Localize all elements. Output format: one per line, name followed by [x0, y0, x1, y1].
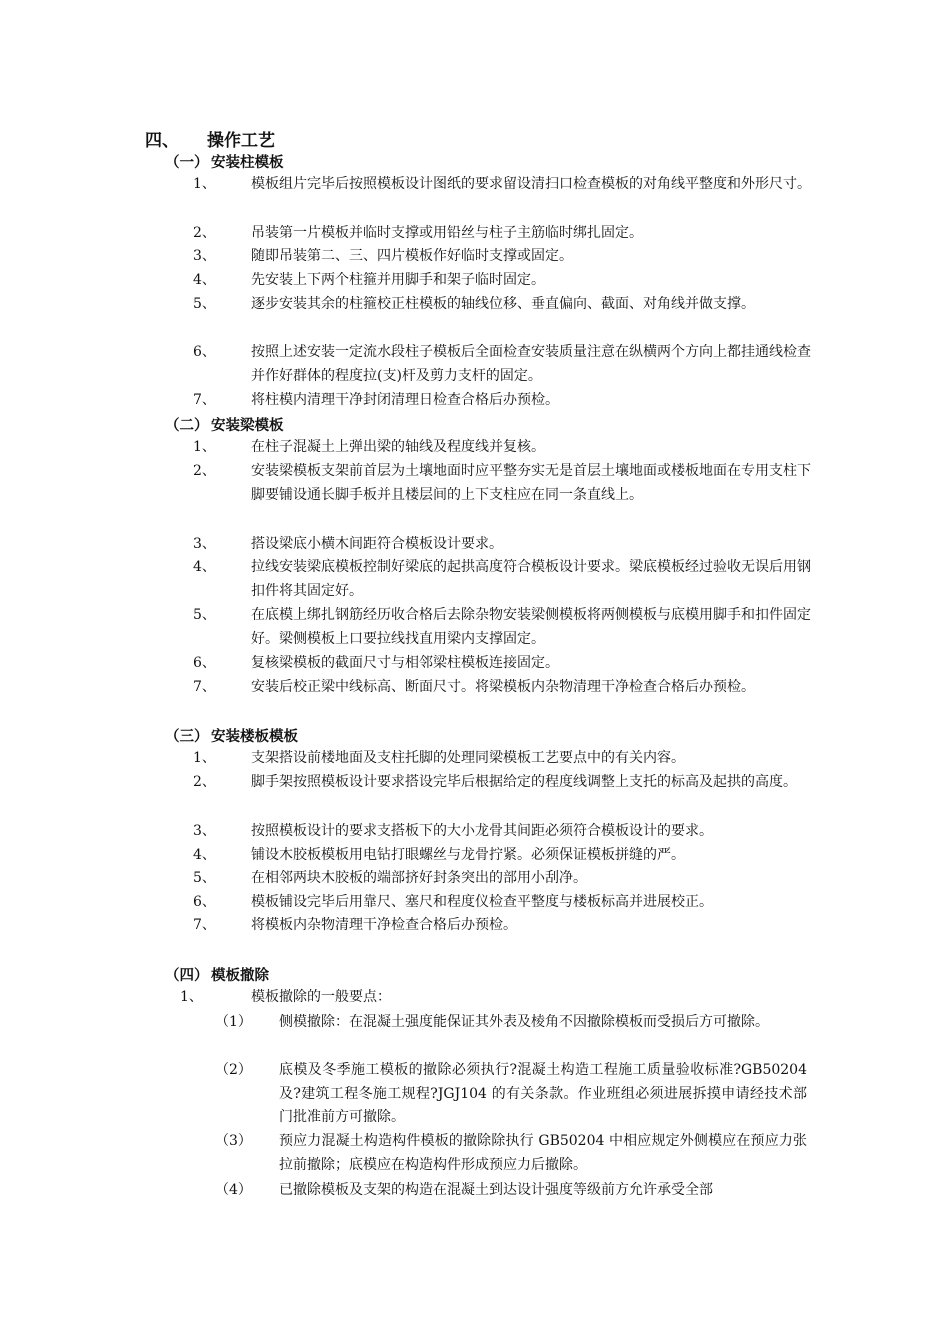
- item-number: 2、: [193, 225, 216, 241]
- section-heading: [145, 126, 275, 151]
- item-text: 在柱子混凝土上弹出梁的轴线及程度线并复核。: [251, 439, 545, 455]
- subsection-heading-removal: [165, 964, 269, 985]
- list-item: [180, 986, 800, 1010]
- item-text: 将模板内杂物清理干净检查合格后办预检。: [251, 917, 517, 933]
- list-item: [193, 389, 813, 413]
- subsection-heading-beam: [165, 414, 284, 435]
- item-number: 3、: [193, 248, 216, 264]
- sub-item: [215, 1059, 815, 1130]
- sub-item-text: 侧模撤除：在混凝土强度能保证其外表及棱角不因撤除模板而受损后方可撤除。: [279, 1014, 769, 1030]
- item-text: 在底模上绑扎钢筋经历收合格后去除杂物安装梁侧模板将两侧模板与底模用脚手和扣件固定好。梁侧模板上口要拉线找直用梁内支撑固定。: [251, 607, 811, 647]
- list-item: [193, 604, 813, 651]
- sub-item-number: （3）: [215, 1133, 252, 1149]
- list-item: [193, 533, 813, 557]
- item-text: 脚手架按照模板设计要求搭设完毕后根据给定的程度线调整上支托的标高及起拱的高度。: [251, 774, 797, 790]
- sub-item-text: 已撤除模板及支架的构造在混凝土到达设计强度等级前方允许承受全部: [279, 1182, 713, 1198]
- list-item: [193, 245, 813, 269]
- subsection-heading-slab: [165, 725, 298, 746]
- item-number: 6、: [193, 655, 216, 671]
- list-item: [193, 460, 813, 507]
- list-item: [193, 269, 813, 293]
- subsection-number: （四）: [165, 968, 209, 984]
- item-text: 安装梁模板支架前首层为土壤地面时应平整夯实无是首层土壤地面或楼板地面在专用支柱下脚要铺设通长脚手板并且楼层间的上下支柱应在同一条直线上。: [251, 463, 811, 503]
- item-text: 在相邻两块木胶板的端部挤好封条突出的部用小刮净。: [251, 870, 587, 886]
- item-number: 5、: [193, 296, 216, 312]
- item-number: 6、: [193, 344, 216, 360]
- sub-item-text: 底模及冬季施工模板的撤除必须执行?混凝土构造工程施工质量验收标准?GB50204 及?建筑工程冬施工规程?JGJ104 的有关条款。作业班组必须进展拆摸申请经技术部门批准前方可撤除。: [279, 1062, 807, 1125]
- list-item: [193, 341, 813, 388]
- item-number: 1、: [193, 750, 216, 766]
- subsection-title: 安装楼板模板: [211, 729, 298, 745]
- item-text: 将柱模内清理干净封闭清理日检查合格后办预检。: [251, 392, 559, 408]
- list-item: [193, 436, 813, 460]
- list-item: [193, 747, 813, 771]
- sub-item-number: （4）: [215, 1182, 252, 1198]
- item-number: 4、: [193, 559, 216, 575]
- subsection-title: 安装柱模板: [211, 155, 284, 171]
- item-text: 逐步安装其余的柱箍校正柱模板的轴线位移、垂直偏向、截面、对角线并做支撑。: [251, 296, 755, 312]
- item-number: 2、: [193, 463, 216, 479]
- item-number: 7、: [193, 679, 216, 695]
- item-number: 4、: [193, 847, 216, 863]
- item-text: 按照上述安装一定流水段柱子模板后全面检查安装质量注意在纵横两个方向上都挂通线检查并作好群体的程度拉(支)杆及剪力支杆的固定。: [251, 344, 811, 384]
- sub-item: [215, 1179, 815, 1203]
- item-number: 4、: [193, 272, 216, 288]
- item-text: 安装后校正梁中线标高、断面尺寸。将梁模板内杂物清理干净检查合格后办预检。: [251, 679, 755, 695]
- list-item: [193, 556, 813, 603]
- item-number: 3、: [193, 536, 216, 552]
- item-text: 模板撤除的一般要点：: [251, 989, 391, 1005]
- item-text: 拉线安装梁底模板控制好梁底的起拱高度符合模板设计要求。梁底模板经过验收无误后用钢扣件将其固定好。: [251, 559, 811, 599]
- item-number: 1、: [180, 989, 203, 1005]
- subsection-number: （一）: [165, 155, 209, 171]
- item-text: 先安装上下两个柱箍并用脚手和架子临时固定。: [251, 272, 545, 288]
- item-number: 1、: [193, 439, 216, 455]
- list-item: [193, 771, 813, 795]
- sub-item: [215, 1130, 815, 1177]
- list-item: [193, 914, 813, 938]
- subsection-title: 模板撤除: [211, 968, 269, 984]
- item-number: 7、: [193, 917, 216, 933]
- sub-item-text: 预应力混凝土构造构件模板的撤除除执行 GB50204 中相应规定外侧模应在预应力张拉前撤除；底模应在构造构件形成预应力后撤除。: [279, 1133, 807, 1173]
- item-number: 5、: [193, 870, 216, 886]
- item-number: 2、: [193, 774, 216, 790]
- subsection-title: 安装梁模板: [211, 418, 284, 434]
- item-number: 1、: [193, 176, 216, 192]
- sub-item: [215, 1011, 815, 1035]
- list-item: [193, 891, 813, 915]
- section-number: 四、: [145, 131, 179, 151]
- subsection-number: （二）: [165, 418, 209, 434]
- list-item: [193, 844, 813, 868]
- list-item: [193, 676, 813, 700]
- section-title: 操作工艺: [207, 131, 275, 151]
- item-text: 按照模板设计的要求支搭板下的大小龙骨其间距必须符合模板设计的要求。: [251, 823, 713, 839]
- item-text: 支架搭设前楼地面及支柱托脚的处理同梁模板工艺要点中的有关内容。: [251, 750, 685, 766]
- item-number: 5、: [193, 607, 216, 623]
- list-item: [193, 867, 813, 891]
- subsection-number: （三）: [165, 729, 209, 745]
- item-text: 吊装第一片模板并临时支撑或用铅丝与柱子主筋临时绑扎固定。: [251, 225, 643, 241]
- list-item: [193, 820, 813, 844]
- list-item: [193, 652, 813, 676]
- list-item: [193, 222, 813, 246]
- item-text: 模板铺设完毕后用靠尺、塞尺和程度仪检查平整度与楼板标高并进展校正。: [251, 894, 713, 910]
- item-text: 复核梁模板的截面尺寸与相邻梁柱模板连接固定。: [251, 655, 559, 671]
- subsection-heading-column: [165, 151, 284, 172]
- item-text: 随即吊装第二、三、四片模板作好临时支撑或固定。: [251, 248, 573, 264]
- item-number: 7、: [193, 392, 216, 408]
- list-item: [193, 173, 813, 197]
- list-item: [193, 293, 813, 317]
- item-text: 模板组片完毕后按照模板设计图纸的要求留设清扫口检查模板的对角线平整度和外形尺寸。: [251, 176, 811, 192]
- sub-item-number: （1）: [215, 1014, 252, 1030]
- sub-item-number: （2）: [215, 1062, 252, 1078]
- item-number: 3、: [193, 823, 216, 839]
- item-number: 6、: [193, 894, 216, 910]
- item-text: 搭设梁底小横木间距符合模板设计要求。: [251, 536, 503, 552]
- item-text: 铺设木胶板模板用电钻打眼螺丝与龙骨拧紧。必须保证模板拼缝的严。: [251, 847, 685, 863]
